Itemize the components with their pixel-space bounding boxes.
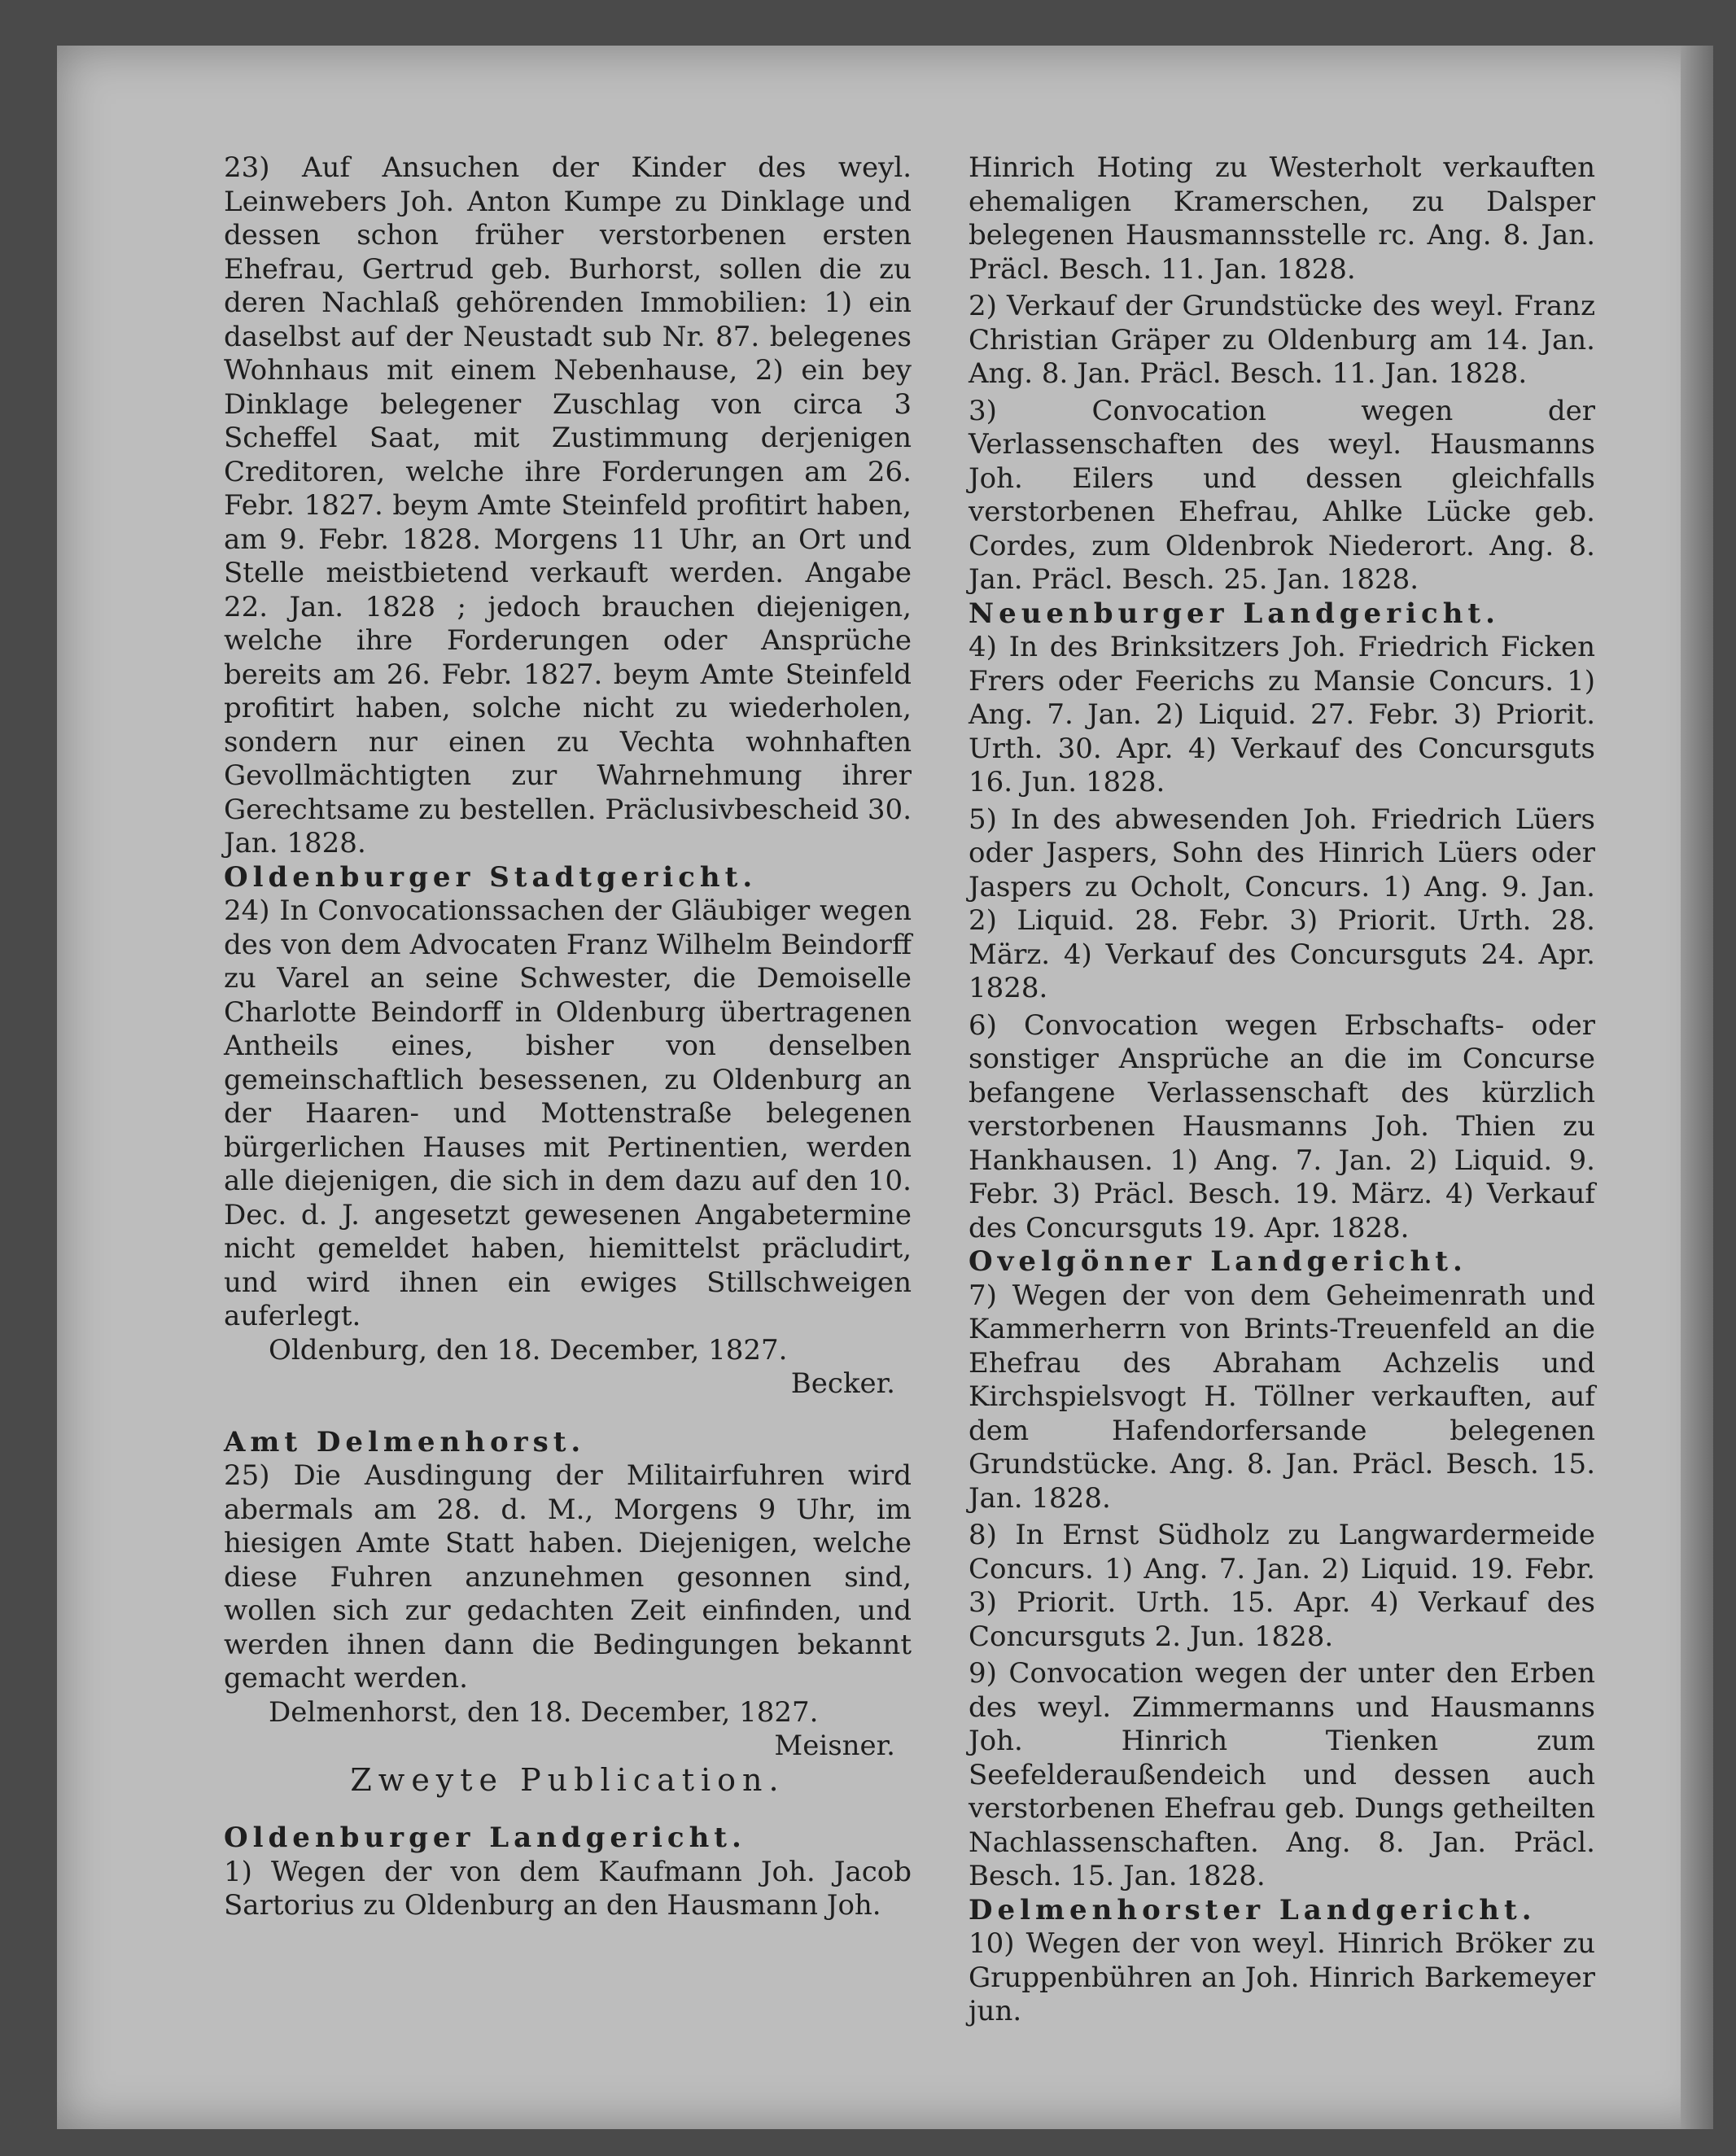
notice-23: 23) Auf Ansuchen der Kinder des weyl. Leinwebers Joh. Anton Kumpe zu Dinklage und dessen schon früher verstorbenen ersten Ehefrau, Gertrud geb. Burhorst, sollen die zu deren Nachlaß gehörenden Immobilien: 1) ein daselbst auf der Neustadt sub Nr. 87. belegenes Wohnhaus mit einem Nebenhause, 2) ein bey Dinklage belegener Zuschlag von circa 3 Scheffel Saat, mit Zustimmung derjenigen Creditoren, welche ihre Forderungen am 26. Febr. 1827. beym Amte Steinfeld profitirt haben, am 9. Febr. 1828. Morgens 11 Uhr, an Ort und Stelle meistbietend verkauft werden. Angabe 22. Jan. 1828 ; jedoch brauchen diejenigen, welche ihre Forderungen oder Ansprüche bereits am 26. Febr. 1827. beym Amte Steinfeld profitirt haben, solche nicht zu wiederholen, sondern nur einen zu Vechta wohnhaften Gevollmächtigten zur Wahrnehmung ihrer Gerechtsame zu bestellen. Präclusivbescheid 30. Jan. 1828. bbox=[224, 151, 912, 859]
notice-10: 10) Wegen der von weyl. Hinrich Bröker zu Gruppenbühren an Joh. Hinrich Barkemeyer jun. bbox=[969, 1927, 1595, 2027]
heading-ovelgoenner-landgericht: Ovelgönner Landgericht. bbox=[969, 1245, 1467, 1278]
notice-5: 5) In des abwesenden Joh. Friedrich Lüers oder Jaspers, Sohn des Hinrich Lüers oder Jaspers zu Ocholt, Concurs. 1) Ang. 9. Jan. 2) Liquid. 28. Febr. 3) Priorit. Urth. 28. März. 4) Verkauf des Concursguts 24. Apr. 1828. bbox=[969, 802, 1595, 1004]
notice-9: 9) Convocation wegen der unter den Erben des weyl. Zimmermanns und Hausmanns Joh. Hinrich Tienken zum Seefelderaußendeich und dessen auch verstorbenen Ehefrau geb. Dungs getheilten Nachlassenschaften. Ang. 8. Jan. Präcl. Besch. 15. Jan. 1828. bbox=[969, 1657, 1596, 1892]
heading-delmenhorster-landgericht: Delmenhorster Landgericht. bbox=[969, 1893, 1537, 1926]
notice-25-date: Delmenhorst, den 18. December, 1827. bbox=[269, 1695, 819, 1729]
notice-24-date: Oldenburg, den 18. December, 1827. bbox=[269, 1333, 788, 1367]
notice-25: 25) Die Ausdingung der Militairfuhren wird abermals am 28. d. M., Morgens 9 Uhr, im hiesigen Amte Statt haben. Diejenigen, welche diese Fuhren anzunehmen gesonnen sind, wollen sich zur gedachten Zeit einfinden, und werden ihnen dann die Bedingungen bekannt gemacht werden. bbox=[224, 1459, 912, 1695]
notice-6: 6) Convocation wegen Erbschafts- oder sonstiger Ansprüche an die im Concurse befangene Verlassenschaft des kürzlich verstorbenen Hausmanns Joh. Thien zu Hankhausen. 1) Ang. 7. Jan. 2) Liquid. 9. Febr. 3) Präcl. Besch. 19. März. 4) Verkauf des Concursguts 19. Apr. 1828. bbox=[969, 1008, 1595, 1244]
page-spine-shadow bbox=[1681, 46, 1713, 2129]
notice-24: 24) In Convocationssachen der Gläubiger wegen des von dem Advocaten Franz Wilhelm Beindorff zu Varel an seine Schwester, die Demoiselle Charlotte Beindorff in Oldenburg übertragenen Antheils eines, bisher von denselben gemeinschaftlich besessenen, zu Oldenburg an der Haaren- und Mottenstraße belegenen bürgerlichen Hauses mit Pertinentien, werden alle diejenigen, die sich in dem dazu auf den 10. Dec. d. J. angesetzt gewesenen Angabetermine nicht gemeldet haben, hiemittelst präcludirt, und wird ihnen ein ewiges Stillschweigen auferlegt. bbox=[224, 894, 912, 1332]
notice-1-continued: Hinrich Hoting zu Westerholt verkauften ehemaligen Kramerschen, zu Dalsper belegenen Hausmannsstelle rc. Ang. 8. Jan. Präcl. Besch. 11. Jan. 1828. bbox=[969, 151, 1595, 286]
notice-3: 3) Convocation wegen der Verlassenschaften des weyl. Hausmanns Joh. Eilers und dessen gleichfalls verstorbenen Ehefrau, Ahlke Lücke geb. Cordes, zum Oldenbrok Niederort. Ang. 8. Jan. Präcl. Besch. 25. Jan. 1828. bbox=[969, 394, 1595, 596]
heading-neuenburger-landgericht: Neuenburger Landgericht. bbox=[969, 597, 1500, 630]
notice-1: 1) Wegen der von dem Kaufmann Joh. Jacob Sartorius zu Oldenburg an den Hausmann Joh. bbox=[224, 1855, 912, 1922]
notice-7: 7) Wegen der von dem Geheimenrath und Kammerherrn von Brints-Treuenfeld an die Ehefrau des Abraham Achzelis und Kirchspielsvogt H. Töllner verkauften, auf dem Hafendorfersande belegenen Grundstücke. Ang. 8. Jan. Präcl. Besch. 15. Jan. 1828. bbox=[969, 1279, 1595, 1515]
notice-2: 2) Verkauf der Grundstücke des weyl. Franz Christian Gräper zu Oldenburg am 14. Jan. Ang. 8. Jan. Präcl. Besch. 11. Jan. 1828. bbox=[969, 290, 1595, 390]
notice-25-signature: Meisner. bbox=[774, 1730, 895, 1762]
publication-title: Zweyte Publication. bbox=[350, 1761, 785, 1798]
heading-amt-delmenhorst: Amt Delmenhorst. bbox=[224, 1425, 586, 1458]
heading-oldenburger-stadtgericht: Oldenburger Stadtgericht. bbox=[224, 860, 758, 894]
right-column bbox=[969, 151, 1595, 2029]
left-column bbox=[224, 151, 912, 1923]
notice-8: 8) In Ernst Südholz zu Langwardermeide Concurs. 1) Ang. 7. Jan. 2) Liquid. 19. Febr. 3) Priorit. Urth. 15. Apr. 4) Verkauf des Concursguts 2. Jun. 1828. bbox=[969, 1519, 1595, 1653]
notice-24-signature: Becker. bbox=[790, 1367, 895, 1400]
heading-oldenburger-landgericht: Oldenburger Landgericht. bbox=[224, 1821, 746, 1854]
notice-4: 4) In des Brinksitzers Joh. Friedrich Ficken Frers oder Feerichs zu Mansie Concurs. 1) Ang. 7. Jan. 2) Liquid. 27. Febr. 3) Priorit. Urth. 30. Apr. 4) Verkauf des Concursguts 16. Jun. 1828. bbox=[969, 631, 1595, 798]
document-page bbox=[57, 46, 1713, 2129]
